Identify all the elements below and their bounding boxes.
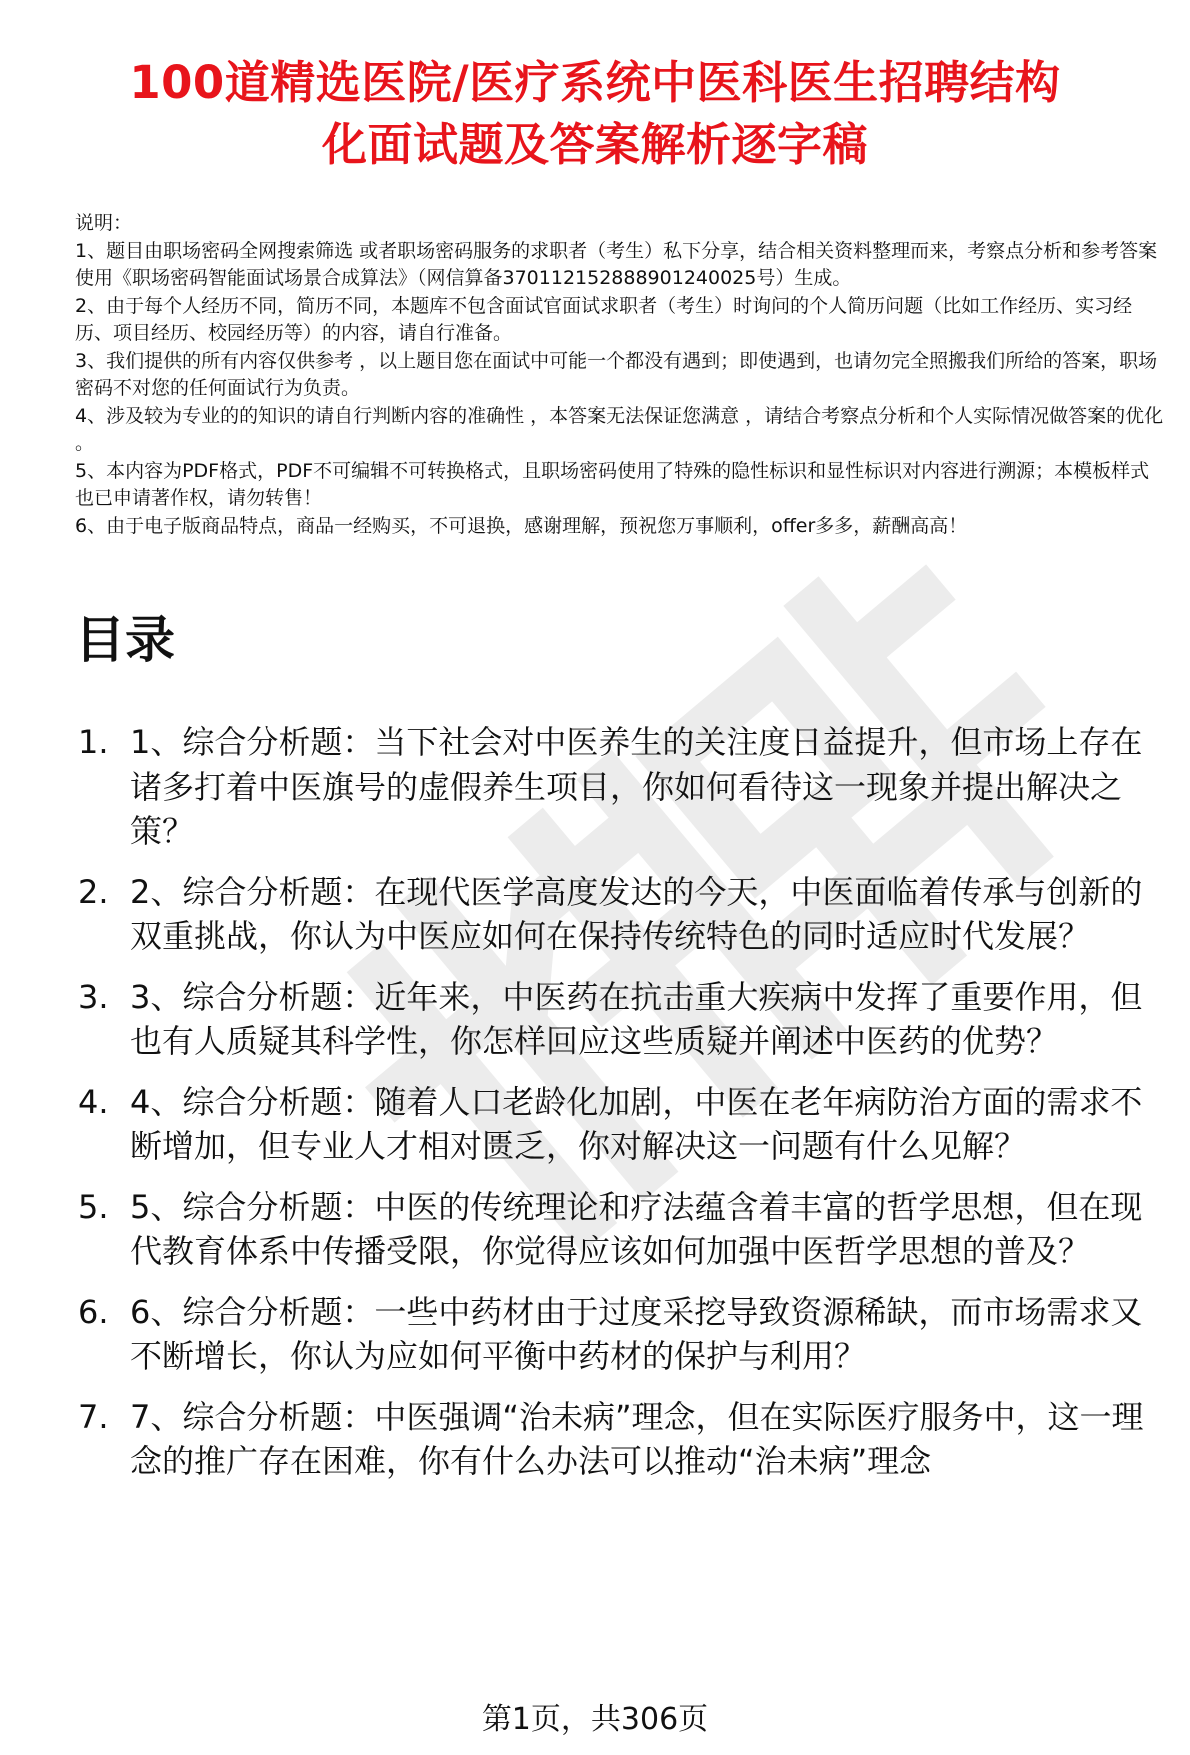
note-item: 3、我们提供的所有内容仅供参考 ，以上题目您在面试中可能一个都没有遇到；即使遇到，也请勿完全照搬我们所给的答案，职场密码不对您的任何面试行为负责。 <box>75 349 1158 399</box>
toc-item-number: 7. <box>78 1397 109 1436</box>
toc-item-number: 1. <box>78 723 109 761</box>
toc-item-text[interactable]: 5、综合分析题：中医的传统理论和疗法蕴含着丰富的哲学思想，但在现代教育体系中传播受限，你觉得应该如何加强中医哲学思想的普及？ <box>130 1187 1143 1270</box>
note-item: 1、题目由职场密码全网搜索筛选 或者职场密码服务的求职者（考生）私下分享，结合相关资料整理而来，考察点分析和参考答案使用《职场密码智能面试场景合成算法》（网信算备370112152888901240025号）生成。 <box>75 239 1158 289</box>
notes-heading: 说明： <box>75 212 133 234</box>
note-item: 4、涉及较为专业的的知识的请自行判断内容的准确性 ，本答案无法保证您满意 ，请结合考察点分析和个人实际情况做答案的优化 。 <box>75 404 1164 454</box>
toc-item-text[interactable]: 6、综合分析题：一些中药材由于过度采挖导致资源稀缺，而市场需求又不断增长，你认为应如何平衡中药材的保护与利用？ <box>130 1292 1143 1375</box>
toc-item[interactable] <box>78 975 1168 1064</box>
note-item: 6、由于电子版商品特点，商品一经购买，不可退换，感谢理解，预祝您万事顺利，offer多多，薪酬高高！ <box>75 514 968 537</box>
toc-item[interactable] <box>78 870 1168 959</box>
document-title-line-2: 化面试题及答案解析逐字稿 <box>321 118 868 171</box>
toc-item-number: 2. <box>78 872 109 911</box>
toc-item[interactable] <box>78 1290 1168 1379</box>
note-item: 5、本内容为PDF格式，PDF不可编辑不可转换格式，且职场密码使用了特殊的隐性标识和显性标识对内容进行溯源；本模板样式也已申请著作权，请勿转售！ <box>75 459 1150 509</box>
document-title-line-1: 100道精选医院/医疗系统中医科医生招聘结构 <box>129 56 1061 109</box>
toc-item-text[interactable]: 2、综合分析题：在现代医学高度发达的今天，中医面临着传承与创新的双重挑战，你认为中医应如何在保持传统特色的同时适应时代发展？ <box>130 872 1143 955</box>
toc-item[interactable] <box>78 720 1168 854</box>
toc-item[interactable] <box>78 1395 1168 1484</box>
toc-item-number: 3. <box>78 977 109 1016</box>
toc-item-text[interactable]: 1、综合分析题：当下社会对中医养生的关注度日益提升，但市场上存在诸多打着中医旗号的虚假养生项目，你如何看待这一现象并提出解决之策？ <box>130 723 1143 850</box>
toc-item-number: 5. <box>78 1187 109 1226</box>
toc-item[interactable] <box>78 1080 1168 1169</box>
page-number-footer: 第1页，共306页 <box>481 1702 709 1737</box>
toc-item-number: 6. <box>78 1292 109 1331</box>
toc-item-number: 4. <box>78 1082 109 1121</box>
toc-item-text[interactable]: 3、综合分析题：近年来，中医药在抗击重大疾病中发挥了重要作用，但也有人质疑其科学性，你怎样回应这些质疑并阐述中医药的优势？ <box>130 977 1143 1060</box>
toc-item[interactable] <box>78 1185 1168 1274</box>
toc-heading: 目录 <box>75 611 175 669</box>
note-item: 2、由于每个人经历不同，简历不同，本题库不包含面试官面试求职者（考生）时询问的个人简历问题（比如工作经历、实习经历、项目经历、校园经历等）的内容，请自行准备。 <box>75 294 1133 344</box>
toc-item-text[interactable]: 4、综合分析题：随着人口老龄化加剧，中医在老年病防治方面的需求不断增加，但专业人才相对匮乏，你对解决这一问题有什么见解？ <box>130 1082 1143 1165</box>
toc-list <box>78 720 1168 1500</box>
toc-item-text[interactable]: 7、综合分析题：中医强调“治未病”理念，但在实际医疗服务中，这一理念的推广存在困难，你有什么办法可以推动“治未病”理念 <box>130 1397 1144 1480</box>
notes-section <box>75 210 1165 540</box>
document-title <box>60 52 1130 176</box>
